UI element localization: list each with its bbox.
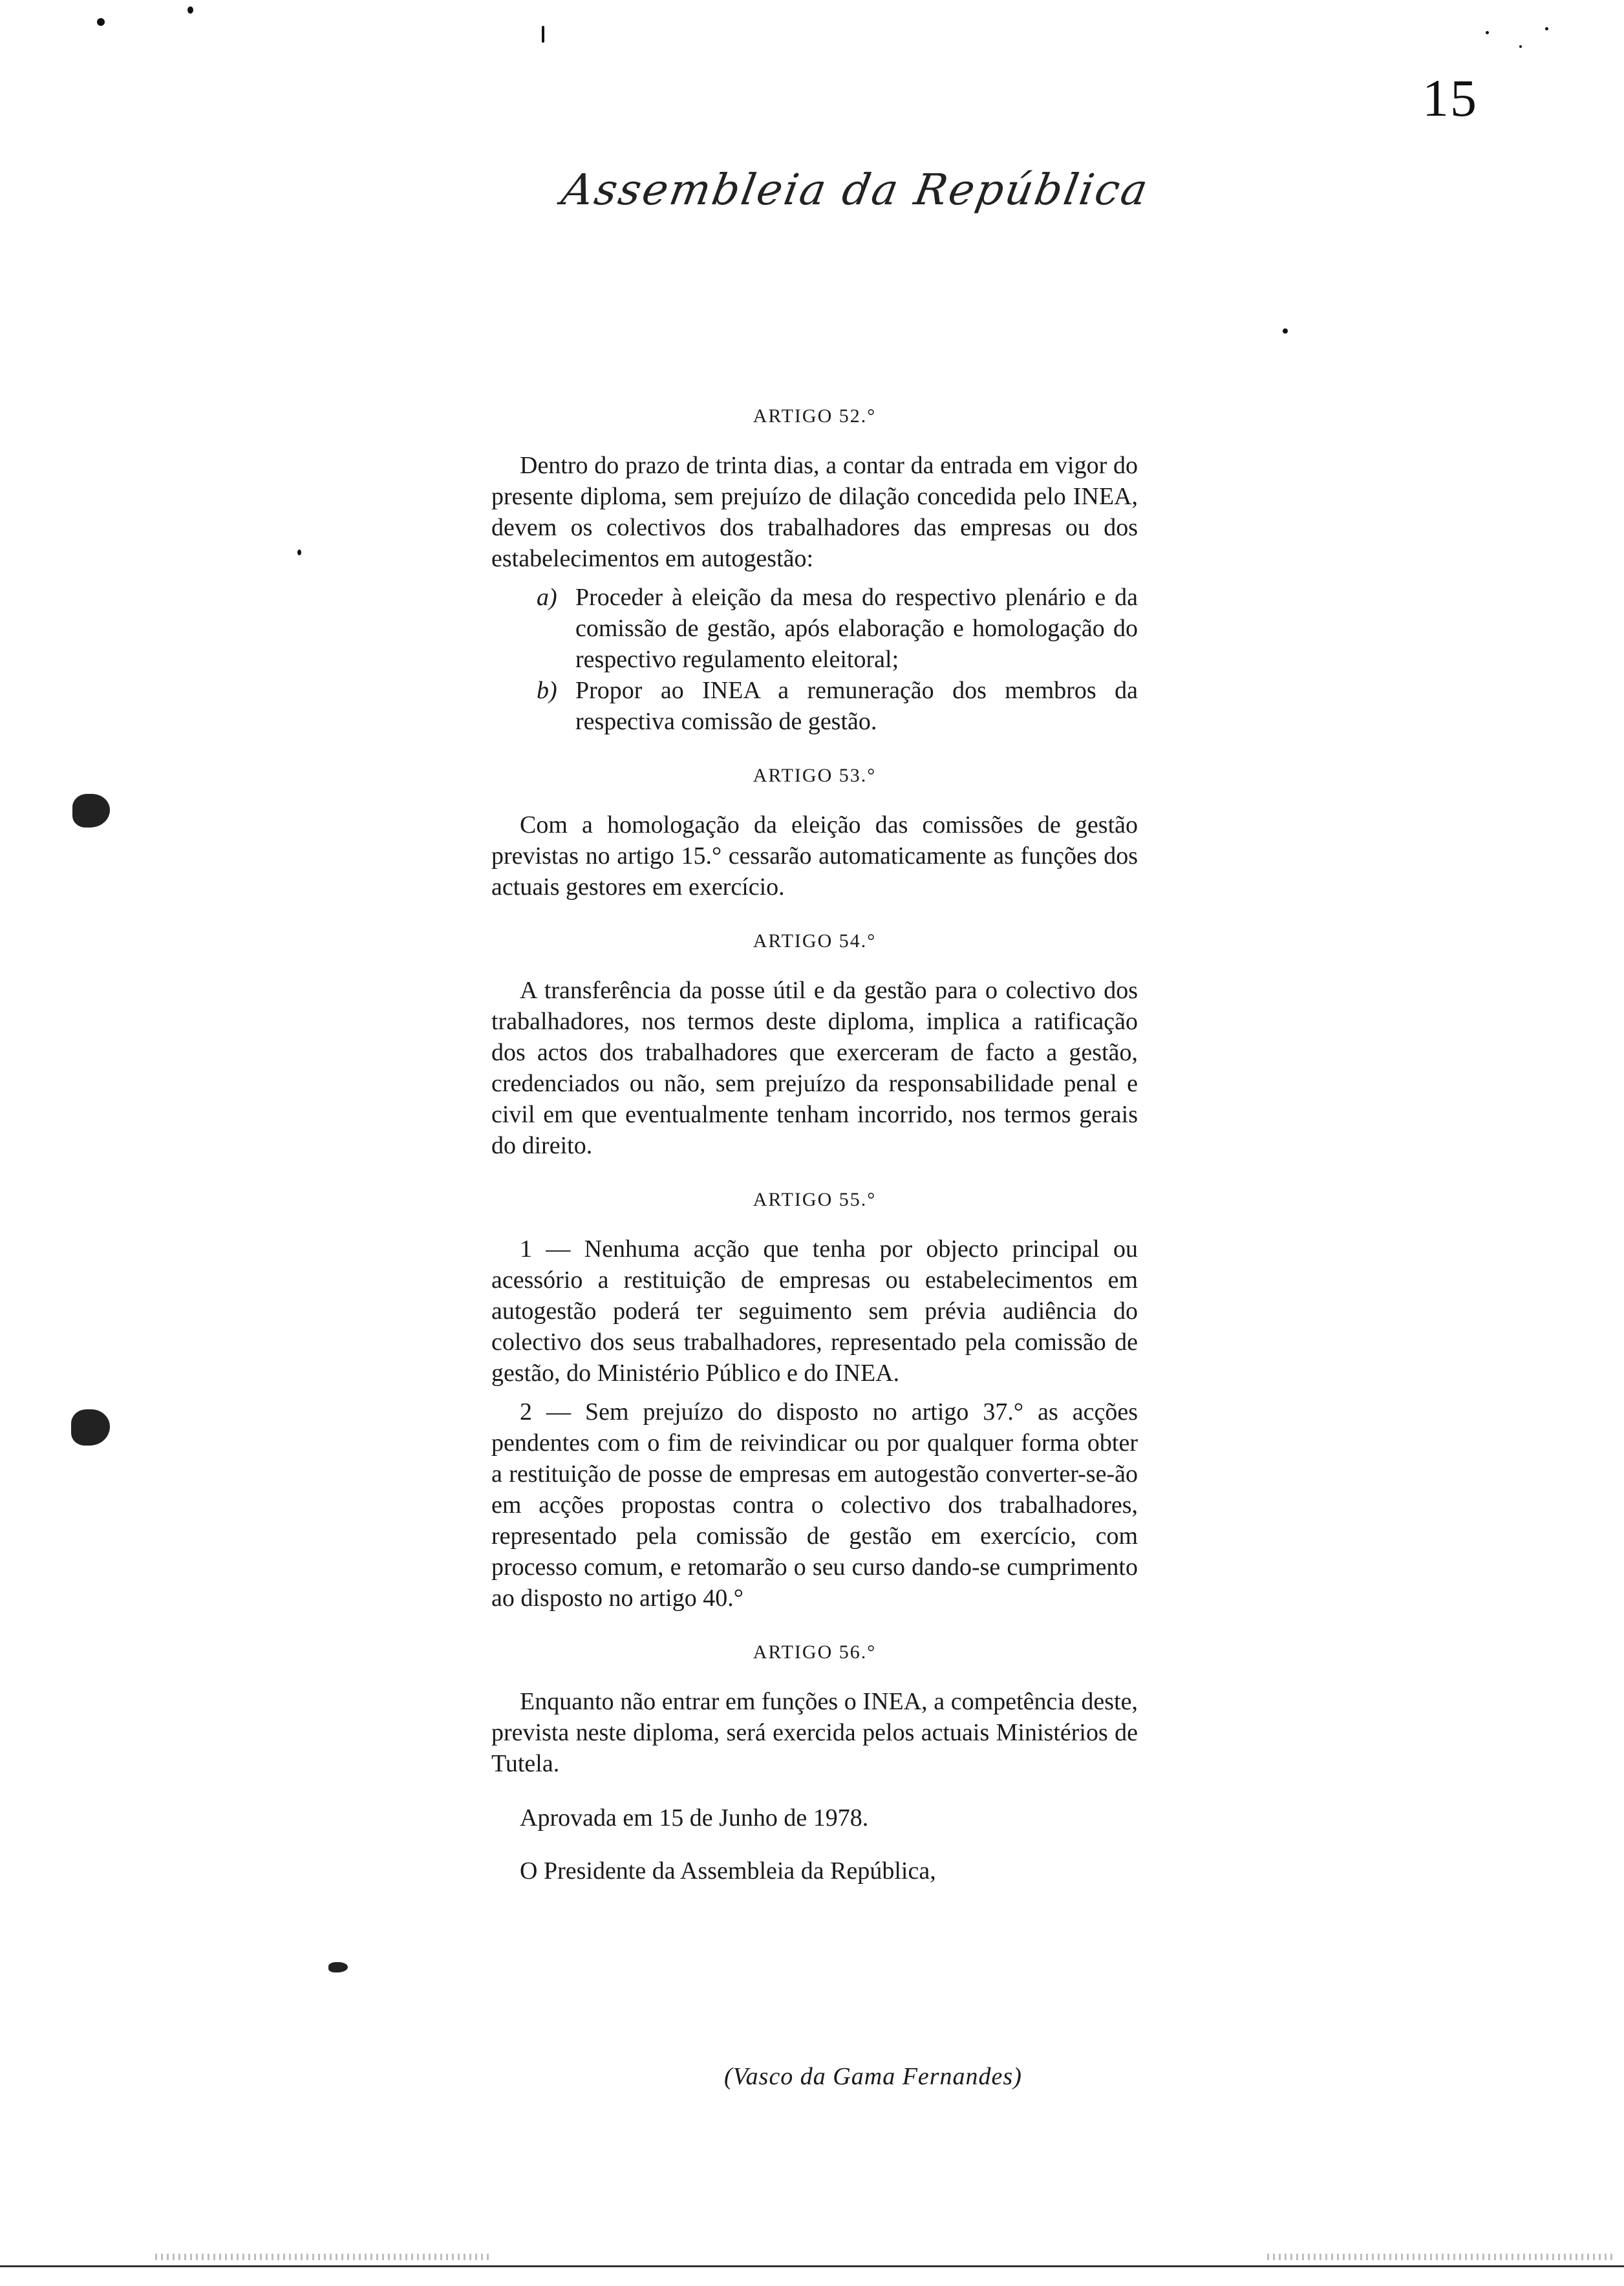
- list-item: [491, 675, 1138, 737]
- article: [491, 926, 1138, 1161]
- scan-speck: [328, 1962, 348, 1972]
- list-marker: b): [537, 677, 557, 704]
- signature-name: (Vasco da Gama Fernandes): [724, 2063, 1022, 2090]
- article-heading: ARTIGO 52.°: [753, 405, 877, 427]
- page-bottom-edge: [0, 2265, 1624, 2267]
- scan-speck: [187, 6, 193, 14]
- article: [491, 1637, 1138, 1779]
- scan-speck: [1519, 45, 1522, 48]
- page-number: 15: [1422, 69, 1478, 127]
- article-heading: ARTIGO 53.°: [753, 765, 877, 786]
- scan-speck: [1486, 31, 1489, 34]
- article-paragraph: A transferência da posse útil e da gestão para o colectivo dos trabalhadores, nos termos deste diploma, implica a ratificação dos actos dos trabalhadores que exerceram de facto a gestão, credenciados ou não, sem prejuízo da responsabilidade penal e civil em que eventualmente tenham incorrido, nos termos gerais do direito.: [491, 977, 1138, 1159]
- scan-speck: [1545, 27, 1548, 30]
- scan-speck: [1283, 328, 1288, 334]
- article-paragraph: 2 — Sem prejuízo do disposto no artigo 37.° as acções pendentes com o fim de reivindicar ou por qualquer forma obter a restituição de posse de empresas em autogestão converter-se-ão em acções propostas contra o colectivo dos trabalhadores, representado pela comissão de gestão em exercício, com processo comum, e retomarão o seu curso dando-se cumprimento ao disposto no artigo 40.°: [491, 1398, 1138, 1612]
- article-paragraph: Dentro do prazo de trinta dias, a contar da entrada em vigor do presente diploma, sem prejuízo de dilação concedida pelo INEA, devem os colectivos dos trabalhadores das empresas ou dos estabelecimentos em autogestão:: [491, 452, 1138, 572]
- punch-hole-mark: [71, 1409, 110, 1446]
- document-body: [491, 401, 1138, 1908]
- scan-noise: [1267, 2254, 1616, 2260]
- punch-hole-mark: [72, 794, 110, 828]
- approval-date: Aprovada em 15 de Junho de 1978.: [520, 1804, 869, 1832]
- list-marker: a): [537, 584, 557, 611]
- scan-speck: [542, 26, 544, 43]
- article-heading: ARTIGO 55.°: [753, 1189, 877, 1210]
- scan-speck: [297, 550, 301, 555]
- article-heading: ARTIGO 54.°: [753, 930, 877, 952]
- scan-speck: [97, 18, 105, 26]
- article-paragraph: Enquanto não entrar em funções o INEA, a competência deste, prevista neste diploma, será exercida pelos actuais Ministérios de Tutela.: [491, 1688, 1138, 1777]
- letterhead: Assembleia da República: [558, 165, 1153, 215]
- president-line: O Presidente da Assembleia da República,: [520, 1857, 936, 1885]
- scan-noise: [155, 2254, 491, 2260]
- list-item: [491, 582, 1138, 675]
- list-text: Proceder à eleição da mesa do respectivo plenário e da comissão de gestão, após elaboração e homologação do respectivo regulamento eleitoral;: [575, 584, 1138, 673]
- article-paragraph: 1 — Nenhuma acção que tenha por objecto principal ou acessório a restituição de empresas ou estabelecimentos em autogestão poderá ter seguimento sem prévia audiência do colectivo dos seus trabalhadores, representado pela comissão de gestão, do Ministério Público e do INEA.: [491, 1235, 1138, 1387]
- list-text: Propor ao INEA a remuneração dos membros da respectiva comissão de gestão.: [575, 677, 1138, 735]
- article: [491, 1184, 1138, 1614]
- article: [491, 760, 1138, 903]
- article: [491, 401, 1138, 737]
- article-paragraph: Com a homologação da eleição das comissões de gestão previstas no artigo 15.° cessarão automaticamente as funções dos actuais gestores em exercício.: [491, 811, 1138, 901]
- article-heading: ARTIGO 56.°: [753, 1641, 877, 1663]
